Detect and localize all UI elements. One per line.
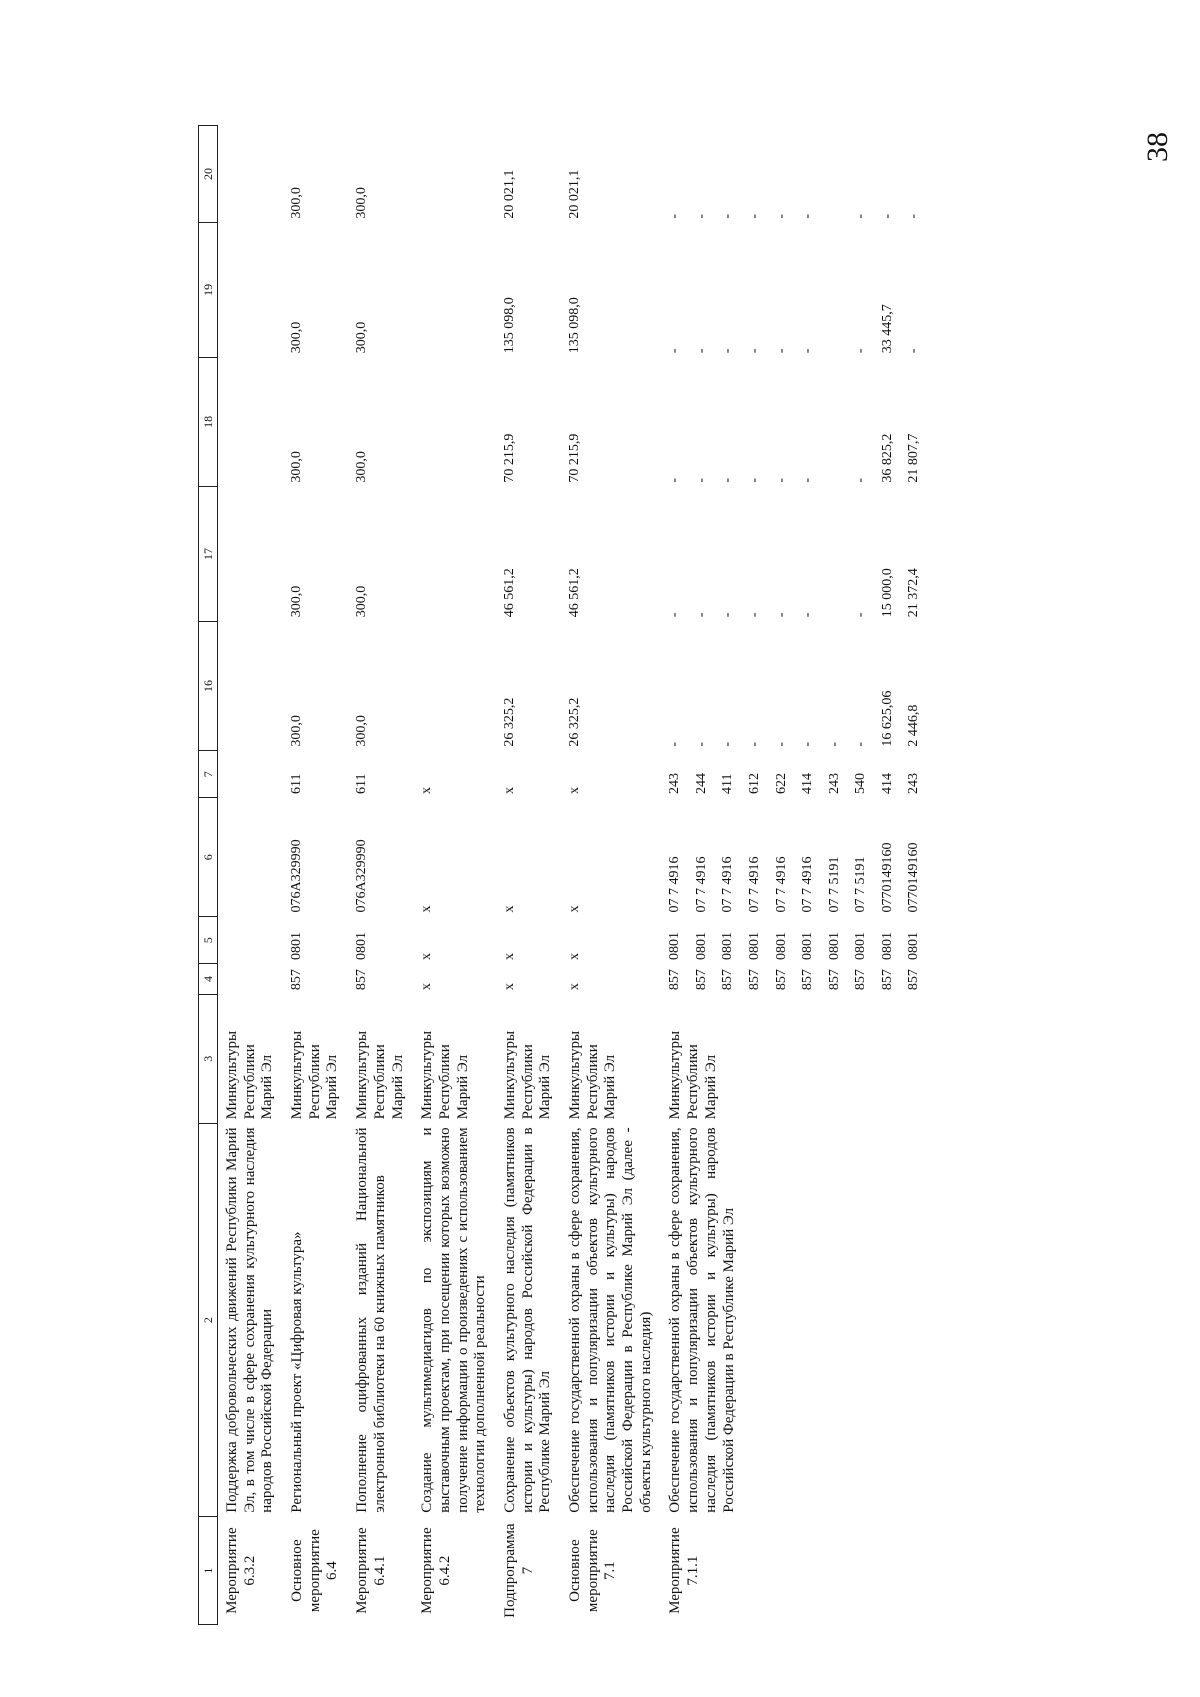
code-grbs: 857 [853,969,869,991]
code-section: 0801 [773,931,789,960]
code-expense-type: 540 [853,773,869,794]
code-section: 0801 [800,931,816,960]
value-col17: - [693,612,709,618]
value-col17: 46 561,2 [501,568,517,618]
col-header-20: 20 [199,126,218,223]
measure-description: Обеспечение государственной охраны в сфере сохранения, использования и популяризации объектов культурного наследия (памятников истории и культуры) народов Российской Федерации в Республике Марий Эл [667,1127,737,1513]
table-row [496,126,561,1625]
value-col18: - [720,477,736,483]
code-grbs: 857 [667,969,683,991]
code-section [218,917,284,964]
code-section: 0801 [693,931,709,960]
value-col19: 135 098,0 [567,297,582,354]
code-target-article: х [419,905,435,913]
value-col19: - [906,348,922,354]
col-header-4: 4 [199,964,218,994]
value-col16: - [693,741,709,747]
value-col16: - [667,741,683,747]
code-section: 0801 [289,931,305,960]
code-grbs: 857 [720,969,736,991]
executor: Минкультуры Республики Марий Эл [224,1030,276,1120]
measure-description: Создание мультимедиагидов по экспозициям и выставочным проектам, при посещении которых возможно получение информации о произведениях с использованием технологии дополненной реальности [419,1127,489,1513]
value-col16: 26 325,2 [567,697,582,747]
code-target-article [218,798,284,917]
value-col19 [823,223,850,358]
measure-name: Подпрограмма 7 [501,1523,536,1618]
code-expense-type: 622 [773,773,789,794]
value-col19: - [853,348,869,354]
value-col20 [823,126,850,223]
program-table [198,125,929,1625]
code-target-article: 07 7 4916 [800,856,816,913]
code-target-article: 0770149160 [906,842,922,913]
executor: Минкультуры Республики Марий Эл [289,1030,341,1120]
code-target-article: 076A329990 [354,839,370,913]
value-col20: - [879,213,895,219]
value-col17: 15 000,0 [879,568,895,618]
value-col18: 300,0 [289,451,305,483]
value-col16: 2 446,8 [906,704,922,747]
code-section: 0801 [853,931,869,960]
code-expense-type: х [501,787,517,794]
col-header-7: 7 [199,751,218,798]
page-number: 38 [1141,132,1174,162]
code-expense-type: 244 [693,773,709,794]
value-col16: 16 625,06 [879,690,895,747]
col-header-16: 16 [199,621,218,750]
value-col18: - [746,477,762,483]
table-row [283,126,348,1625]
measure-name: Основное мероприятие 6.4 [289,1529,341,1613]
code-target-article: х [501,905,517,913]
executor: Минкультуры Республики Марий Эл [354,1030,406,1120]
value-col20: - [853,213,869,219]
value-col20 [413,126,496,223]
code-grbs: х [567,983,582,991]
measure-name: Мероприятие 7.1.1 [667,1527,702,1614]
code-section: 0801 [746,931,762,960]
value-col19: - [800,348,816,354]
measure-description: Сохранение объектов культурного наследия (памятников истории и культуры) народов Российской Федерации в Республике Марий Эл [501,1127,554,1513]
value-col20: - [667,213,683,219]
value-col20: 300,0 [354,187,370,219]
value-col17: 46 561,2 [567,568,582,618]
measure-name: Мероприятие 6.3.2 [224,1527,258,1614]
col-header-6: 6 [199,798,218,917]
code-expense-type: 411 [720,773,736,794]
value-col19: 300,0 [354,321,370,354]
value-col19: 33 445,7 [879,304,895,354]
code-section: х [567,952,582,960]
code-grbs: 857 [746,969,762,991]
code-section: 0801 [906,931,922,960]
value-col18 [413,357,496,486]
value-col19: - [773,348,789,354]
code-expense-type: х [567,787,582,794]
code-expense-type: 414 [800,773,816,794]
code-target-article: 07 7 4916 [693,856,709,913]
measure-description: Обеспечение государственной охраны в сфере сохранения, использования и популяризации объектов культурного наследия (памятников истории и культуры) народов Российской Федерации в Республике Марий Эл (далее - объекты культурного наследия) [567,1127,654,1513]
value-col19: - [693,348,709,354]
code-target-article: 07 7 4916 [746,856,762,913]
code-grbs: 857 [879,969,895,991]
value-col18: - [853,477,869,483]
table-row [413,126,496,1625]
value-col19: 300,0 [289,321,305,354]
code-expense-type: х [419,787,435,794]
col-header-2: 2 [199,1123,218,1516]
code-expense-type [218,751,284,798]
value-col17 [218,487,284,622]
code-grbs [218,964,284,994]
executor: Минкультуры Республики Марий Эл [419,1030,471,1120]
code-expense-type: 612 [746,773,762,794]
value-col17: - [720,612,736,618]
value-col19: - [746,348,762,354]
code-expense-type: 243 [826,773,842,794]
executor: Минкультуры Республики Марий Эл [667,1030,719,1120]
value-col20: - [746,213,762,219]
value-col18: 70 215,9 [567,433,582,483]
value-col17 [413,487,496,622]
code-target-article: 07 7 4916 [773,856,789,913]
value-col16: - [773,741,789,747]
code-target-article: 07 7 5191 [826,856,842,913]
value-col20: - [800,213,816,219]
col-header-3: 3 [199,994,218,1123]
value-col16 [413,621,496,750]
code-grbs: х [419,983,435,991]
value-col18: 36 825,2 [879,433,895,483]
table-row [561,126,661,1625]
measure-description: Региональный проект «Цифровая культура» [289,1231,306,1513]
value-col17: - [800,612,816,618]
value-col20: - [906,213,922,219]
value-col18: - [693,477,709,483]
value-col17: 21 372,4 [906,568,922,618]
code-section: 0801 [354,931,370,960]
value-col19 [413,223,496,358]
code-grbs: 857 [289,969,305,991]
value-col18: - [773,477,789,483]
value-col18: 300,0 [354,451,370,483]
code-grbs: 857 [906,969,922,991]
value-col16: - [853,741,869,747]
value-col18 [823,357,850,486]
code-section: х [501,952,517,960]
col-header-19: 19 [199,223,218,358]
table-row [218,126,284,1625]
measure-name: Основное мероприятие 7.1 [567,1529,619,1613]
code-expense-type: 414 [879,773,895,794]
value-col18: 21 807,7 [906,433,922,483]
value-col16: - [800,741,816,747]
value-col17: 300,0 [289,585,305,618]
value-col20 [218,126,284,223]
code-section: х [419,952,435,960]
code-section: 0801 [879,931,895,960]
value-col17: - [667,612,683,618]
value-col16: - [720,741,736,747]
value-col16 [218,621,284,750]
value-col16: - [826,741,842,747]
col-header-18: 18 [199,357,218,486]
code-expense-type: 611 [354,773,370,794]
value-col17: - [853,612,869,618]
value-col16: 26 325,2 [501,697,517,747]
value-col17: - [773,612,789,618]
value-col18 [218,357,284,486]
measure-description: Пополнение оцифрованных изданий Национальной электронной библиотеки на 60 книжных памятников [354,1127,388,1513]
value-col20: 20 021,1 [501,169,517,219]
value-col18: - [800,477,816,483]
table-container [198,125,978,1625]
code-target-article: 076A329990 [289,839,305,913]
measure-description: Поддержка добровольческих движений Республики Марий Эл, в том числе в сфере сохранения культурного наследия народов Российской Федерации [224,1127,276,1513]
value-col18: - [667,477,683,483]
col-header-1: 1 [199,1517,218,1625]
value-col20: 300,0 [289,187,305,219]
value-col16: - [746,741,762,747]
code-target-article: 0770149160 [879,842,895,913]
code-grbs: 857 [800,969,816,991]
measure-name: Мероприятие 6.4.1 [354,1527,388,1614]
value-col20: 20 021,1 [567,169,582,219]
code-expense-type: 243 [906,773,922,794]
value-col19: 135 098,0 [501,297,517,354]
executor: Минкультуры Республики Марий Эл [501,1030,554,1120]
header-row [199,126,218,1625]
code-grbs: 857 [693,969,709,991]
value-col20: - [773,213,789,219]
code-target-article: 07 7 4916 [720,856,736,913]
code-grbs: х [501,983,517,991]
col-header-5: 5 [199,917,218,964]
code-expense-type: 243 [667,773,683,794]
value-col17: 300,0 [354,585,370,618]
value-col20: - [720,213,736,219]
value-col16: 300,0 [289,715,305,747]
measure-name: Мероприятие 6.4.2 [419,1527,453,1614]
code-target-article: х [567,905,582,913]
value-col19: - [720,348,736,354]
code-section: 0801 [720,931,736,960]
value-col19 [218,223,284,358]
value-col17: - [746,612,762,618]
code-grbs: 857 [773,969,789,991]
value-col16: 300,0 [354,715,370,747]
value-col17 [823,487,850,622]
value-col18: 70 215,9 [501,433,517,483]
col-header-17: 17 [199,487,218,622]
table-row [661,126,690,1625]
table-row [348,126,413,1625]
code-grbs: 857 [354,969,370,991]
code-section: 0801 [826,931,842,960]
value-col19: - [667,348,683,354]
executor: Минкультуры Республики Марий Эл [567,1030,619,1120]
code-target-article: 07 7 4916 [667,856,683,913]
value-col20: - [693,213,709,219]
code-expense-type: 611 [289,773,305,794]
code-target-article: 07 7 5191 [853,856,869,913]
code-section: 0801 [667,931,683,960]
code-grbs: 857 [826,969,842,991]
